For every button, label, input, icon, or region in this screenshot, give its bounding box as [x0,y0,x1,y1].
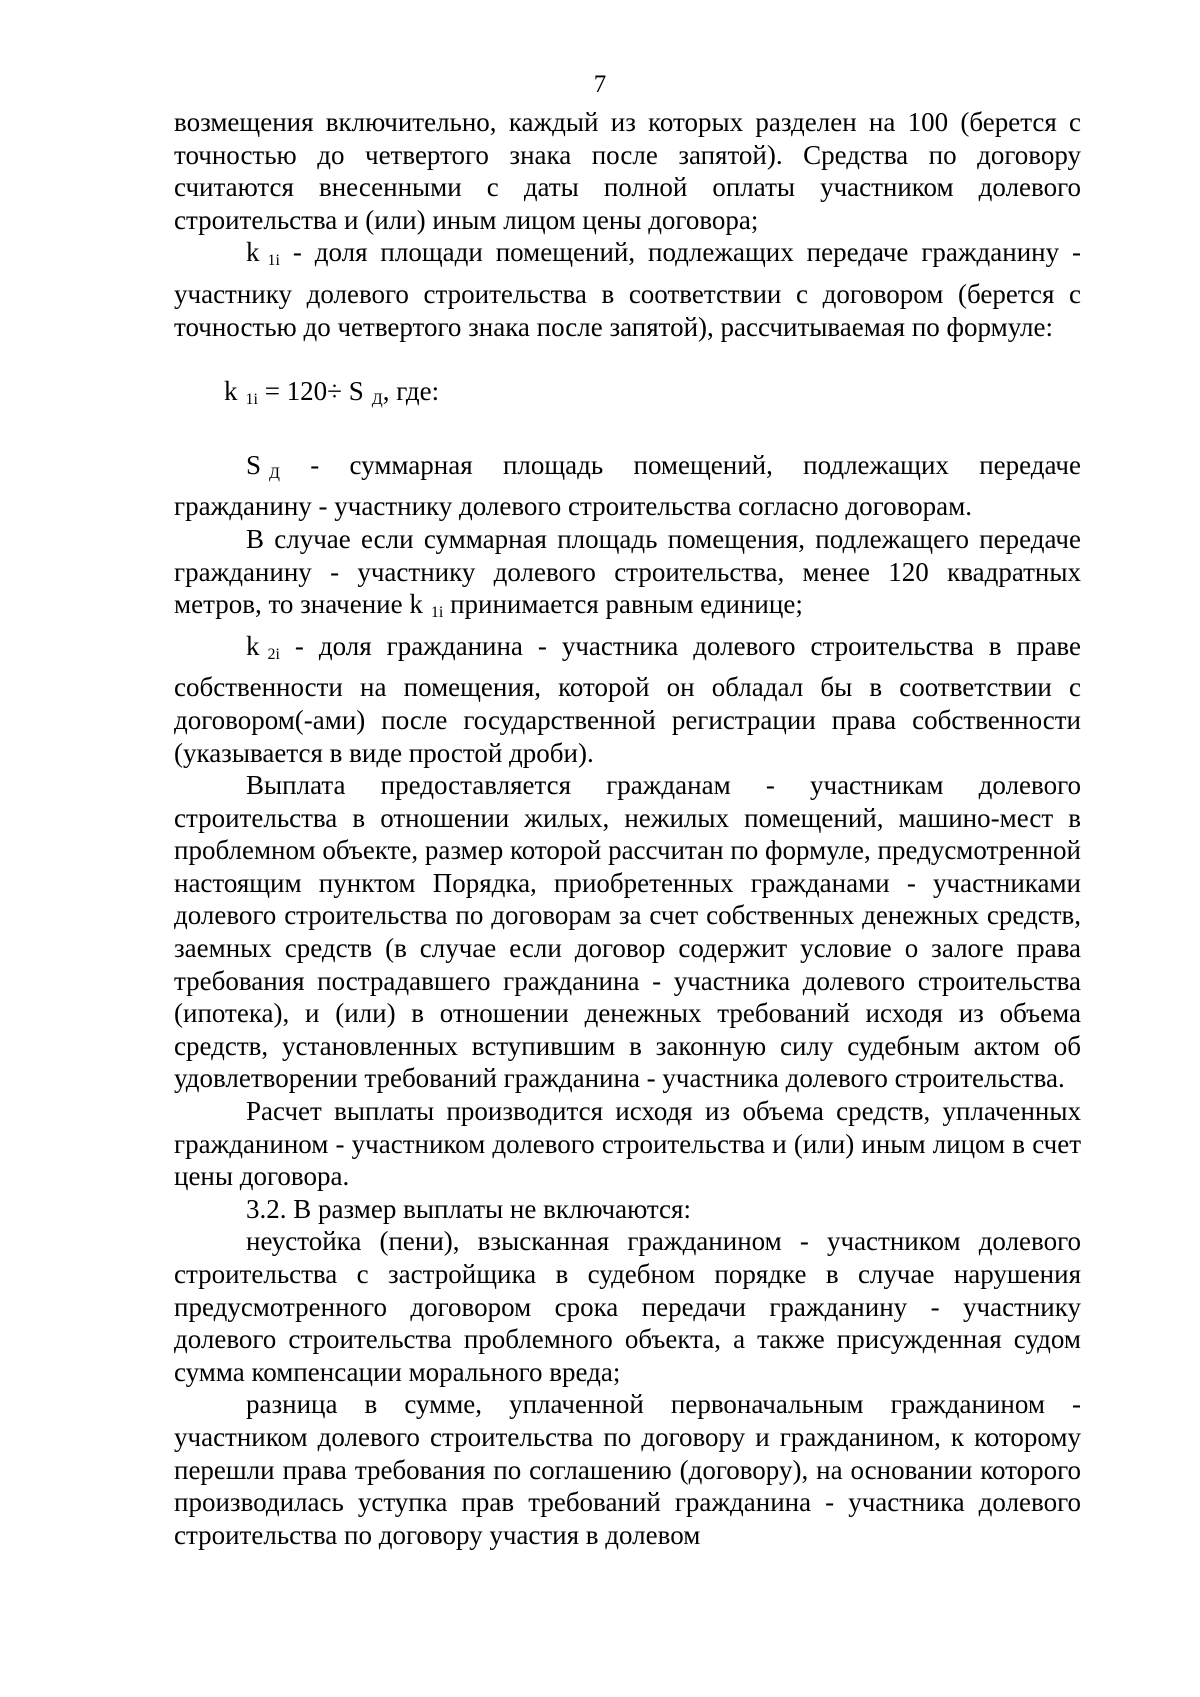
k2i-subscript: 2i [267,645,280,663]
formula-end: , где: [382,376,440,407]
paragraph-k2i-definition [174,630,1081,769]
paragraph-area-under-120 [174,523,1081,630]
formula-subscript-d: Д [371,391,383,409]
paragraph-payment-provided: Выплата предоставляется гражданам - участникам долевого строительства в отношении жилых, нежилых помещений, машино-мест в проблемном объекте, размер которой рассчитан по формуле, предусмотренной настоящим пунктом Порядка, приобретенных гражданами - участниками долевого строительства по договорам за счет собственных денежных средств, заемных средств (в случае если договор содержит условие о залоге права требования пострадавшего гражданина - участника долевого строительства (ипотека), и (или) в отношении денежных требований исходя из объема средств, установленных вступившим в законную силу судебным актом об удовлетворении требований гражданина - участника долевого строительства. [174,770,1081,1094]
paragraph-k1i-definition [174,236,1081,343]
paragraph-sd-definition [174,449,1081,523]
formula-k1i [174,375,1081,417]
paragraph-penalty: неустойка (пени), взысканная гражданином - участником долевого строительства с застройщика в судебном порядке в случае нарушения предусмотренного договором срока передачи гражданину - участнику долевого строительства проблемного объекта, а также присужденная судом сумма компенсации морального вреда; [174,1226,1081,1387]
page-number: 7 [593,71,607,98]
area-under-120-text: В случае если суммарная площадь помещения, подлежащего передаче гражданину - участнику долевого строительства, менее 120 квадратных метров, то значение k [174,523,1081,620]
paragraph-payment-calculation: Расчет выплаты производится исходя из объема средств, уплаченных гражданином - участником долевого строительства и (или) иным лицом в счет цены договора. [174,1096,1081,1192]
area-under-120-subscript: 1i [430,604,444,622]
sd-definition-text: - суммарная площадь помещений, подлежащих передаче гражданину - участнику долевого строительства согласно договорам. [174,449,1081,522]
formula-middle: = 120÷ S [257,376,364,407]
formula-symbol: k [224,376,238,407]
k2i-definition-text: - доля гражданина - участника долевого строительства в праве собственности на помещения, которой он обладал бы в соответствии с договором(-ами) после государственной регистрации права собственности (указывается в виде простой дроби). [174,630,1081,768]
area-under-120-end: принимается равным единице; [443,589,803,620]
document-body [174,106,1081,1551]
formula-subscript: 1i [245,391,258,409]
paragraph-price-difference: разница в сумме, уплаченной первоначальным гражданином - участником долевого строительства по договору и гражданином, к которому перешли права требования по соглашению (договору), на основании которого производилась уступка прав требований гражданина - участника долевого строительства по договору участия в долевом [174,1389,1081,1550]
k1i-symbol: k [246,237,260,268]
k1i-subscript: 1i [267,252,280,270]
k2i-symbol: k [246,630,260,661]
paragraph-reimbursement: возмещения включительно, каждый из которых разделен на 100 (берется с точностью до четвертого знака после запятой). Средства по договору считаются внесенными с даты полной оплаты участником долевого строительства и (или) иным лицом цены договора; [174,107,1081,235]
sd-symbol: S [246,449,262,480]
sd-subscript: Д [269,464,280,482]
paragraph-section-3-2: 3.2. В размер выплаты не включаются: [246,1193,691,1224]
k1i-definition-text: - доля площади помещений, подлежащих передаче гражданину - участнику долевого строительства в соответствии с договором (берется с точностью до четвертого знака после запятой), рассчитываемая по формуле: [174,237,1081,342]
